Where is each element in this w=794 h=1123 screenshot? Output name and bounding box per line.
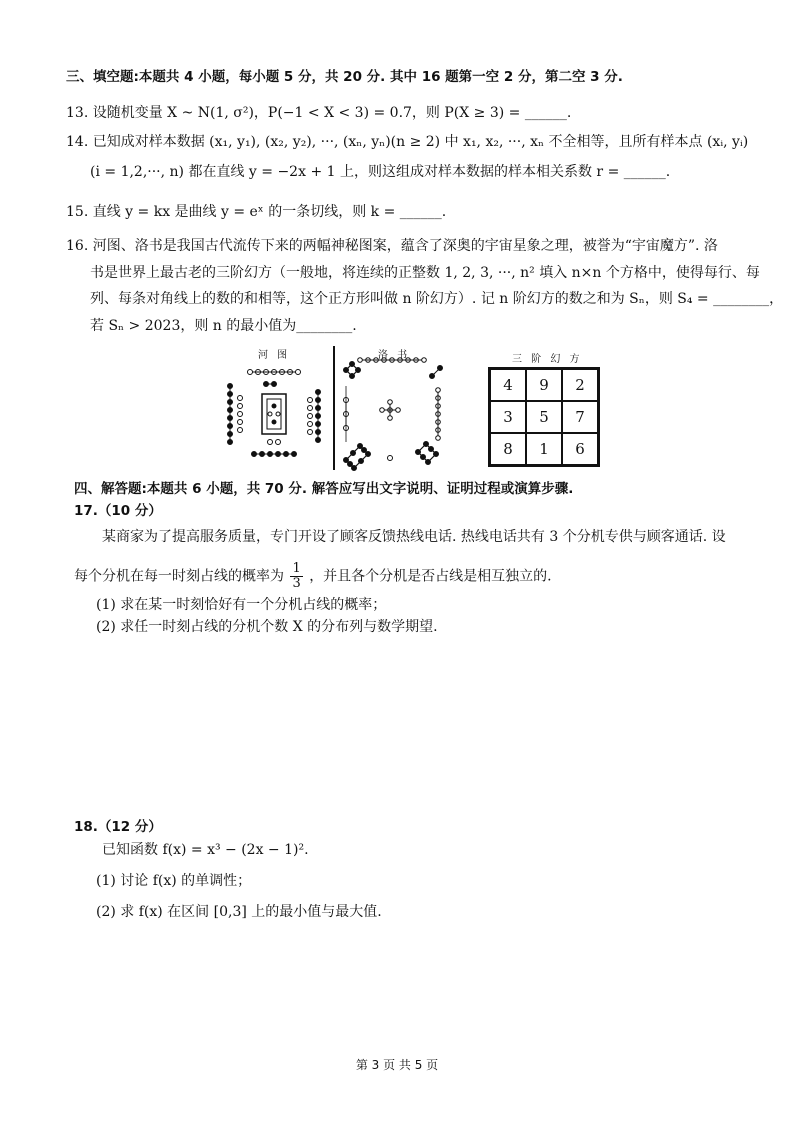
question-17-body2-pre: 每个分机在每一时刻占线的概率为 — [74, 568, 284, 585]
question-18-part2: (2) 求 f(x) 在区间 [0,3] 上的最小值与最大值. — [96, 904, 382, 920]
question-17-part2: (2) 求任一时刻占线的分机个数 X 的分布列与数学期望. — [96, 619, 438, 635]
question-13: 13. 设随机变量 X ~ N(1, σ²)，P(−1 < X < 3) = 0.7，则 P(X ≥ 3) = ______. — [66, 105, 572, 121]
fraction-numerator: 1 — [292, 561, 301, 576]
question-14-line2: (i = 1,2,···, n) 都在直线 y = −2x + 1 上，则这组成对样本数据的样本相关系数 r = ______. — [90, 164, 671, 180]
magic-square — [488, 367, 600, 467]
question-14-line1: 14. 已知成对样本数据 (x₁, y₁), (x₂, y₂), ···, (xₙ, yₙ)(n ≥ 2) 中 x₁, x₂, ···, xₙ 不全相等，且所有样本点 (xᵢ, yᵢ) — [66, 134, 749, 150]
magic-cell: 4 — [490, 369, 526, 401]
fraction-denominator: 3 — [292, 576, 301, 591]
hetu-diagram — [228, 370, 321, 457]
magic-cell: 8 — [490, 433, 526, 465]
magic-square-label: 三 阶 幻 方 — [512, 354, 583, 365]
question-15: 15. 直线 y = kx 是曲线 y = eˣ 的一条切线，则 k = ______. — [66, 204, 447, 220]
magic-cell: 1 — [526, 433, 562, 465]
question-17-body2-post: ，并且各个分机是否占线是相互独立的. — [309, 568, 552, 585]
question-18-part1: (1) 讨论 f(x) 的单调性； — [96, 873, 252, 889]
magic-cell: 2 — [562, 369, 598, 401]
magic-cell: 6 — [562, 433, 598, 465]
question-16-line3: 列、每条对角线上的数的和相等，这个正方形叫做 n 阶幻方）. 记 n 阶幻方的数之和为 Sₙ，则 S₄ = ________， — [90, 291, 784, 307]
question-18-body: 已知函数 f(x) = x³ − (2x − 1)². — [102, 842, 309, 858]
question-18-title: 18.（12 分） — [74, 819, 162, 835]
question-16-line4: 若 Sₙ > 2023，则 n 的最小值为________. — [90, 318, 357, 334]
hetu-label: 河 图 — [258, 350, 291, 361]
page-footer: 第 3 页 共 5 页 — [355, 1058, 439, 1072]
magic-cell: 7 — [562, 401, 598, 433]
magic-cell: 5 — [526, 401, 562, 433]
probability-fraction — [290, 562, 302, 591]
question-17-title: 17.（10 分） — [74, 503, 162, 519]
section3-heading: 三、填空题:本题共 4 小题，每小题 5 分，共 20 分. 其中 16 题第一空 2 分，第二空 3 分. — [66, 69, 623, 85]
magic-cell: 3 — [490, 401, 526, 433]
magic-cell: 9 — [526, 369, 562, 401]
question-17-body1: 某商家为了提高服务质量，专门开设了顾客反馈热线电话. 热线电话共有 3 个分机专供与顾客通话. 设 — [102, 529, 726, 545]
luoshu-diagram — [344, 358, 443, 471]
section4-heading: 四、解答题:本题共 6 小题，共 70 分. 解答应写出文字说明、证明过程或演算步骤. — [74, 481, 574, 497]
question-17-part1: (1) 求在某一时刻恰好有一个分机占线的概率； — [96, 597, 387, 613]
hetu-luoshu-figure — [210, 342, 470, 474]
question-16-line1: 16. 河图、洛书是我国古代流传下来的两幅神秘图案，蕴含了深奥的宇宙星象之理，被誉为“宇宙魔方”. 洛 — [66, 238, 718, 254]
question-17-body2 — [74, 562, 552, 591]
luoshu-label: 洛 书 — [378, 350, 411, 361]
question-16-line2: 书是世界上最古老的三阶幻方（一般地，将连续的正整数 1, 2, 3, ···, n² 填入 n×n 个方格中，使得每行、每 — [90, 265, 760, 281]
